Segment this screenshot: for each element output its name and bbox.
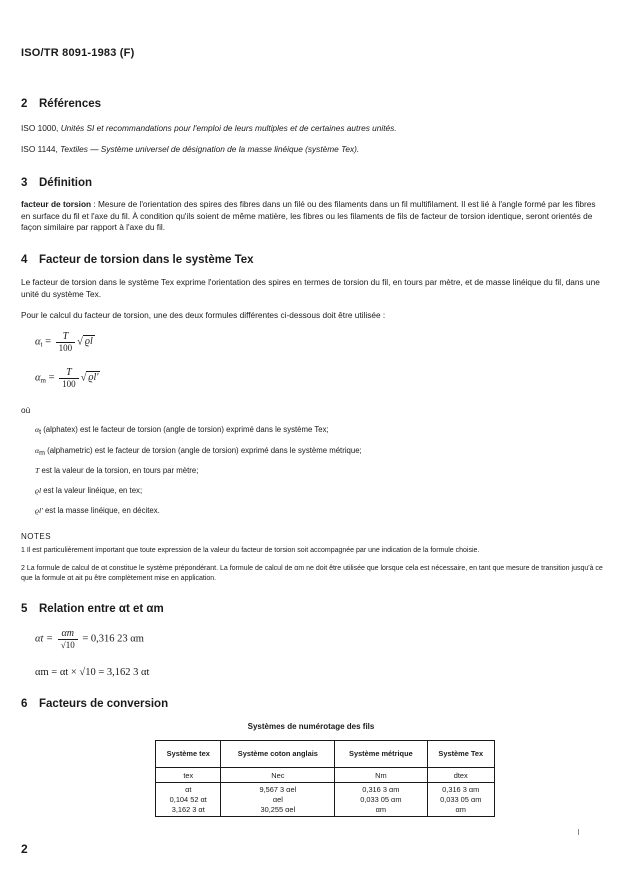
definition-symbol: T xyxy=(35,466,40,475)
reference-title: Unités SI et recommandations pour l'emploi de leurs multiples et de certaines autres unités. xyxy=(60,123,397,133)
relation-equation-2: αm = αt × √10 = 3,162 3 αt xyxy=(35,667,150,678)
definition-alpha-t xyxy=(35,425,329,436)
table-cell: αt xyxy=(185,785,192,794)
table-cell: 3,162 3 αt xyxy=(171,805,205,814)
defined-term: facteur de torsion xyxy=(21,199,92,209)
fraction xyxy=(58,628,78,650)
equation-lhs: αt = xyxy=(35,633,54,645)
table-values-row xyxy=(156,783,495,817)
formula-lhs-subscript: m xyxy=(40,376,46,385)
table-cell: 30,255 αel xyxy=(260,805,296,814)
values-column-metrique xyxy=(335,783,427,817)
unit-cell: Nm xyxy=(335,768,427,783)
definition-rho-l-prime xyxy=(35,506,160,515)
note-1: 1 Il est particulièrement important que toute expression de la valeur du facteur de torsion soit accompagnée par une indication de la formule choisie. xyxy=(21,547,480,554)
definition-symbol: α xyxy=(35,446,40,455)
unit-cell: Nec xyxy=(221,768,335,783)
section-number: 6 xyxy=(21,698,28,710)
section-5-heading xyxy=(21,603,164,615)
definition-text: (alphatex) est le facteur de torsion (angle de torsion) exprimé dans le système Tex; xyxy=(41,425,329,434)
reference-code: ISO 1144, xyxy=(21,144,58,154)
section-title: Facteurs de conversion xyxy=(39,698,169,710)
table-cell: 0,033 05 αm xyxy=(440,795,482,804)
definition-text: est la valeur de la torsion, en tours par mètre; xyxy=(39,466,199,475)
column-header: Système tex xyxy=(156,741,221,768)
table-cell: αel xyxy=(272,795,283,804)
section-4-paragraph-2: Pour le calcul du facteur de torsion, une des deux formules différentes ci-dessous doit être utilisée : xyxy=(21,310,386,320)
column-header: Système Tex xyxy=(427,741,494,768)
column-header: Système coton anglais xyxy=(221,741,335,768)
table-title: Systèmes de numérotage des fils xyxy=(247,722,375,731)
page-number: 2 xyxy=(21,842,28,856)
conversion-table xyxy=(155,740,495,817)
definition-text: est la masse linéique, en décitex. xyxy=(42,506,160,515)
note-2: 2 La formule de calcul de αt constitue le système prépondérant. La formule de calcul de αm ne doit être utilisée que lorsque cela est nécessaire, en tant que mesure de transition jusqu'à ce que la formule αt ait pu être complètement mise en application. xyxy=(21,565,603,582)
notes-title: NOTES xyxy=(21,532,52,541)
formula-lhs-symbol: α xyxy=(35,372,41,384)
definition-symbol: α xyxy=(35,425,40,434)
table-cell: 9,567 3 αel xyxy=(259,785,297,794)
reference-title: Textiles — Système universel de désignation de la masse linéique (système Tex). xyxy=(60,144,360,154)
section-4-paragraph-1: Le facteur de torsion dans le système Tex exprime l'orientation des spires en termes de torsion du fil, en tours par mètre, et de masse linéique du fil, dans une unité du système Tex. xyxy=(21,277,600,299)
table-header-row xyxy=(156,741,495,768)
fraction-numerator: T xyxy=(56,331,76,343)
formula-lhs-symbol: α xyxy=(35,336,41,348)
radicand: ϱl' xyxy=(88,372,99,384)
table-cell: 0,033 05 αm xyxy=(360,795,402,804)
definition-rho-l xyxy=(35,486,142,495)
table-cell: 0,104 52 αt xyxy=(169,795,207,804)
section-title: Définition xyxy=(39,177,93,189)
definition-alpha-m xyxy=(35,446,362,457)
relation-equation-1 xyxy=(35,628,144,650)
unit-cell: tex xyxy=(156,768,221,783)
equation-rhs: = 0,316 23 αm xyxy=(82,633,144,645)
document-id: ISO/TR 8091-1983 (F) xyxy=(21,47,135,59)
definition-text: (alphametric) est le facteur de torsion (angle de torsion) exprimé dans le système métrique; xyxy=(44,446,362,455)
definition-T xyxy=(35,466,198,475)
definition-symbol: ϱl xyxy=(35,486,42,495)
section-number: 2 xyxy=(21,98,28,110)
fraction-numerator: T xyxy=(59,367,79,379)
formula-alpha-t: $\alpha_t$ = $\frac{T}{100}$ √ ϱl xyxy=(35,331,93,353)
table-units-row xyxy=(156,768,495,783)
radicand: ϱl xyxy=(84,336,93,348)
table-cell: 0,316 3 αm xyxy=(442,785,480,794)
section-title: Relation entre αt et αm xyxy=(39,603,164,615)
definition-subscript: t xyxy=(39,429,42,436)
table-cell: αm xyxy=(375,805,387,814)
reference-code: ISO 1000, xyxy=(21,123,59,133)
column-header: Système métrique xyxy=(335,741,427,768)
values-column-coton xyxy=(221,783,335,817)
table-cell: 0,316 3 αm xyxy=(362,785,400,794)
section-number: 3 xyxy=(21,177,28,189)
section-title: Facteur de torsion dans le système Tex xyxy=(39,254,254,266)
definition-text: : Mesure de l'orientation des spires des fibres dans un filé ou des filaments dans un fil multifilament. Il est lié à l'angle formé par les fibres en surface du fil et l'axe du fil. À condition qu'ils soient de même matière, les fibres ou les filaments de fils de facteur de torsion identique, seront orientés de façon similaire par rapport à l'axe du fil. xyxy=(21,199,596,232)
section-number: 5 xyxy=(21,603,28,615)
where-label: où xyxy=(21,405,31,415)
margin-mark xyxy=(578,829,579,835)
definition-symbol: ϱl' xyxy=(35,506,43,515)
fraction-denominator: √10 xyxy=(60,640,75,650)
formula-lhs-subscript: t xyxy=(40,340,43,349)
section-title: Références xyxy=(39,98,102,110)
values-column-tex xyxy=(156,783,221,817)
formula-alpha-m: $\alpha_m$ = $\frac{T}{100}$ √ ϱl' xyxy=(35,367,99,389)
fraction-denominator: 100 xyxy=(58,343,73,353)
section-6-heading xyxy=(21,698,168,710)
definition-subscript: m xyxy=(39,450,45,457)
table-cell: αm xyxy=(455,805,466,814)
values-column-Tex xyxy=(427,783,494,817)
fraction-denominator: 100 xyxy=(62,379,76,389)
unit-cell: dtex xyxy=(427,768,494,783)
definition-text: est la valeur linéique, en tex; xyxy=(41,486,143,495)
section-number: 4 xyxy=(21,254,28,266)
fraction-numerator: αm xyxy=(58,628,78,640)
